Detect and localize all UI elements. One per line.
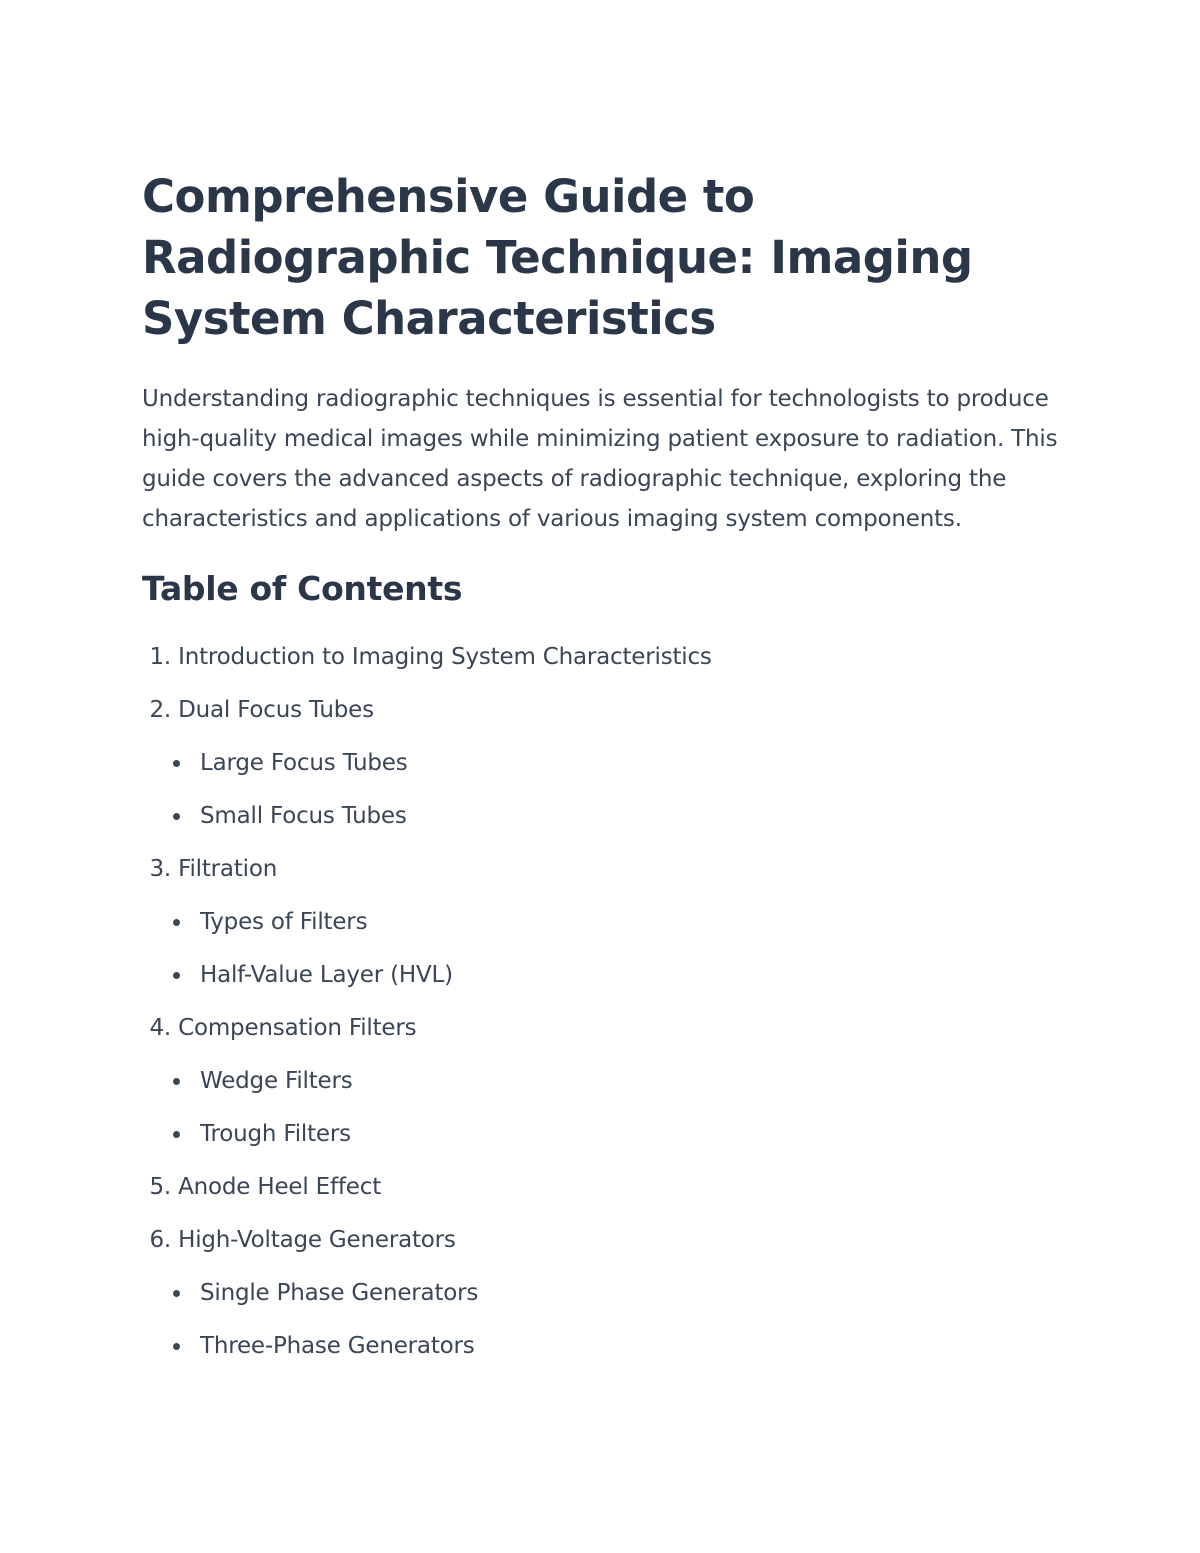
toc-item	[142, 631, 1072, 684]
toc-item-number: 3.	[149, 856, 171, 882]
toc-item-label: Introduction to Imaging System Characteristics	[178, 644, 712, 670]
toc-subitem-label: Half-Value Layer (HVL)	[200, 962, 453, 988]
toc-sublist	[142, 1055, 1072, 1161]
bullet-icon	[173, 1131, 180, 1138]
toc-item-label: Anode Heel Effect	[178, 1174, 382, 1200]
toc-subitem	[142, 896, 1072, 949]
toc-item	[142, 1002, 1072, 1161]
toc-item	[142, 1161, 1072, 1214]
toc-sublist	[142, 1267, 1072, 1373]
toc-subitem-label: Wedge Filters	[200, 1068, 353, 1094]
bullet-icon	[173, 919, 180, 926]
toc-subitem	[142, 1267, 1072, 1320]
toc-subitem	[142, 1055, 1072, 1108]
toc-item-number: 1.	[149, 644, 171, 670]
toc-item	[142, 843, 1072, 1002]
toc-sublist	[142, 737, 1072, 843]
page-title: Comprehensive Guide to Radiographic Technique: Imaging System Characteristics	[142, 170, 973, 345]
toc-subitem	[142, 737, 1072, 790]
toc-subitem	[142, 790, 1072, 843]
toc-subitem	[142, 1320, 1072, 1373]
toc-item-number: 6.	[149, 1227, 171, 1253]
bullet-icon	[173, 760, 180, 767]
toc-heading: Table of Contents	[142, 569, 463, 608]
toc-subitem	[142, 949, 1072, 1002]
toc-item	[142, 1214, 1072, 1373]
toc-item	[142, 684, 1072, 843]
toc-item-label: Dual Focus Tubes	[178, 697, 374, 723]
bullet-icon	[173, 1078, 180, 1085]
toc-subitem-label: Three-Phase Generators	[200, 1333, 475, 1359]
table-of-contents	[142, 631, 1072, 1373]
toc-sublist	[142, 896, 1072, 1002]
bullet-icon	[173, 1343, 180, 1350]
toc-item-label: Compensation Filters	[178, 1015, 417, 1041]
bullet-icon	[173, 972, 180, 979]
toc-subitem-label: Trough Filters	[200, 1121, 351, 1147]
toc-subitem	[142, 1108, 1072, 1161]
toc-item-number: 2.	[149, 697, 171, 723]
toc-item-label: High-Voltage Generators	[178, 1227, 456, 1253]
intro-paragraph: Understanding radiographic techniques is essential for technologists to produce high-quality medical images while minimizing patient exposure to radiation. This guide covers the advanced aspects of radiographic technique, exploring the characteristics and applications of various imaging system components.	[142, 386, 1058, 532]
toc-subitem-label: Single Phase Generators	[200, 1280, 479, 1306]
toc-item-number: 4.	[149, 1015, 171, 1041]
toc-subitem-label: Types of Filters	[200, 909, 368, 935]
bullet-icon	[173, 1290, 180, 1297]
toc-item-number: 5.	[149, 1174, 171, 1200]
toc-subitem-label: Small Focus Tubes	[200, 803, 407, 829]
bullet-icon	[173, 813, 180, 820]
toc-item-label: Filtration	[178, 856, 278, 882]
toc-subitem-label: Large Focus Tubes	[200, 750, 408, 776]
document-page	[142, 166, 1072, 1373]
